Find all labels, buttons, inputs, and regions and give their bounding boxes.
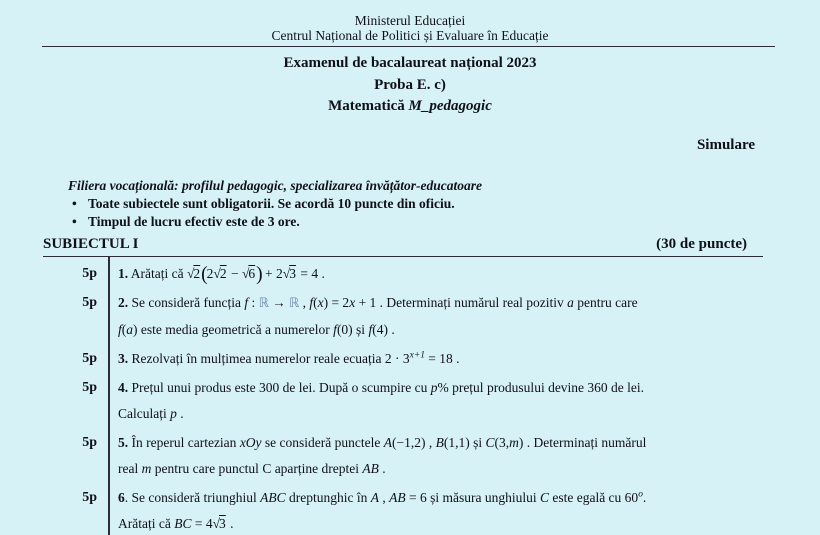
problems-table xyxy=(43,256,763,535)
radical-sign: √ xyxy=(212,516,220,531)
sqrt-expression xyxy=(213,516,227,531)
text-run: pentru care punctul C aparține dreptei xyxy=(151,461,363,476)
problem-text xyxy=(108,346,460,372)
problem-row xyxy=(43,261,763,287)
text-run: → xyxy=(268,295,290,310)
text-run: (4) . xyxy=(372,322,395,337)
problem-text xyxy=(108,430,646,482)
subject-name-text: Matematică xyxy=(328,98,409,114)
subject-name-variant: M_pedagogic xyxy=(408,98,492,114)
radicand: 3 xyxy=(289,266,296,281)
points-label: 5p xyxy=(82,380,97,395)
radical-sign: √ xyxy=(186,266,194,281)
bullet-icon: • xyxy=(72,196,77,211)
text-run: − xyxy=(227,266,242,281)
text-run: se consideră punctele xyxy=(261,435,384,450)
text-run: % prețul produsului devine 360 de lei. xyxy=(437,380,645,395)
text-run: Arătați că xyxy=(128,266,187,281)
math-variable: p xyxy=(430,380,438,395)
title-block xyxy=(0,47,820,115)
bold-text: 2. xyxy=(118,295,129,310)
subject-header xyxy=(43,235,763,256)
math-variable: ABC xyxy=(260,490,286,505)
points-label: 5p xyxy=(82,351,97,366)
math-variable: BC xyxy=(174,516,192,531)
filiera-line: Filiera vocațională: profilul pedagogic, specializarea învățător-educatoare xyxy=(68,178,482,193)
problem-text xyxy=(108,485,646,535)
math-variable: B xyxy=(435,435,444,450)
text-run: ) = 2 xyxy=(323,295,350,310)
problem-text xyxy=(108,290,638,343)
bold-text: 6 xyxy=(118,490,125,505)
problem-text xyxy=(108,261,325,287)
math-variable: f xyxy=(368,322,373,337)
text-run: (−1,2) , xyxy=(392,435,436,450)
bullet-text: Timpul de lucru efectiv este de 3 ore. xyxy=(88,214,300,229)
superscript: x+1 xyxy=(409,350,425,361)
text-run: ) este media geometrică a numerelor xyxy=(133,322,334,337)
problem-line xyxy=(118,511,646,535)
superscript: o xyxy=(638,489,643,500)
center-line: Centrul Național de Politici și Evaluare în Educație xyxy=(271,28,549,43)
text-run: . xyxy=(378,461,386,476)
problem-row xyxy=(43,485,763,535)
problem-row xyxy=(43,430,763,482)
math-variable: C xyxy=(539,490,549,505)
bullet-text: Toate subiectele sunt obligatorii. Se acordă 10 puncte din oficiu. xyxy=(88,196,455,211)
text-run: (1,1) și xyxy=(443,435,486,450)
text-run: pentru care xyxy=(573,295,638,310)
problem-line xyxy=(118,261,325,287)
text-run: = 6 și măsura unghiului xyxy=(405,490,540,505)
text-run: În reperul cartezian xyxy=(128,435,240,450)
text-run: Se consideră funcția xyxy=(128,295,245,310)
real-numbers-symbol: ℝ xyxy=(289,296,300,311)
text-run: + 2 xyxy=(261,266,283,281)
text-run: 2 xyxy=(206,266,214,281)
text-run: Rezolvați în mulțimea numerelor reale ecuația 2 · 3 xyxy=(128,351,410,366)
problem-line xyxy=(118,401,644,427)
math-variable: m xyxy=(141,461,152,476)
radical-sign: √ xyxy=(241,266,249,281)
info-block xyxy=(68,178,765,230)
document-header xyxy=(0,0,820,43)
proba-title: Proba E. c) xyxy=(374,77,446,93)
text-run: ( xyxy=(313,295,318,310)
subject-title: SUBIECTUL I xyxy=(43,236,139,252)
problem-line xyxy=(118,485,646,511)
problem-row xyxy=(43,290,763,343)
subject-points: (30 de puncte) xyxy=(656,236,747,252)
text-run: = 4 . xyxy=(296,266,325,281)
problem-line xyxy=(118,317,638,343)
bullet-item xyxy=(68,214,765,230)
points-label: 5p xyxy=(82,435,97,450)
math-variable: m xyxy=(509,435,519,450)
bullet-item xyxy=(68,196,765,212)
problem-line xyxy=(118,430,646,456)
text-run: Prețul unui produs este 300 de lei. După o scumpire cu xyxy=(128,380,431,395)
math-variable: f xyxy=(118,322,122,337)
problem-line xyxy=(118,375,644,401)
subject-name xyxy=(0,98,820,115)
math-variable: a xyxy=(567,295,574,310)
big-paren: ( xyxy=(201,263,207,285)
text-run: . Se consideră triunghiul xyxy=(124,490,261,505)
math-variable: f xyxy=(244,295,249,310)
text-run: real xyxy=(118,461,142,476)
text-run: (0) și xyxy=(336,322,369,337)
text-run: . xyxy=(176,406,184,421)
points-label: 5p xyxy=(82,266,97,281)
text-run: ) . Determinați numărul xyxy=(518,435,647,450)
math-variable: a xyxy=(126,322,134,337)
bold-text: 4. xyxy=(118,380,129,395)
text-run: = 4 xyxy=(191,516,213,531)
points-label: 5p xyxy=(82,295,97,310)
bold-text: 5. xyxy=(118,435,129,450)
text-run: ( xyxy=(121,322,127,337)
math-variable: A xyxy=(370,490,379,505)
math-variable: x xyxy=(349,295,356,310)
bullet-icon: • xyxy=(72,214,77,229)
text-run: (3, xyxy=(494,435,510,450)
text-run: = 18 . xyxy=(424,351,460,366)
math-variable: f xyxy=(309,295,314,310)
math-variable: AB xyxy=(362,461,379,476)
math-variable: A xyxy=(383,435,392,450)
problem-line xyxy=(118,456,646,482)
sqrt-expression xyxy=(283,266,297,281)
radical-sign: √ xyxy=(282,266,290,281)
text-run: Calculați xyxy=(118,406,171,421)
bold-text: 1. xyxy=(118,266,129,281)
math-variable: p xyxy=(170,406,177,421)
problem-text xyxy=(108,375,644,427)
bold-text: 3. xyxy=(118,351,129,366)
sqrt-expression xyxy=(242,266,256,281)
text-run: Arătați că xyxy=(118,516,175,531)
text-run: . xyxy=(226,516,234,531)
math-variable: AB xyxy=(389,490,406,505)
sqrt-expression xyxy=(213,266,227,281)
math-variable: xOy xyxy=(239,435,262,450)
real-numbers-symbol: ℝ xyxy=(258,296,269,311)
problem-line xyxy=(118,346,460,372)
problems-list xyxy=(43,261,763,535)
math-variable: x xyxy=(317,295,324,310)
text-run: + 1 . Determinați numărul real pozitiv xyxy=(355,295,568,310)
radicand: 2 xyxy=(219,266,227,281)
ministry-line: Ministerul Educației xyxy=(354,13,466,28)
points-label: 5p xyxy=(82,490,97,505)
exam-title: Examenul de bacalaureat național 2023 xyxy=(283,55,537,71)
text-run: : xyxy=(248,295,259,310)
radicand: 3 xyxy=(219,516,226,531)
text-run: dreptunghic în xyxy=(285,490,371,505)
text-run: , xyxy=(299,295,310,310)
big-paren: ) xyxy=(256,263,262,285)
text-run: este egală cu 60 xyxy=(548,490,639,505)
problem-row xyxy=(43,346,763,372)
radicand: 2 xyxy=(193,266,201,281)
simulare-label: Simulare xyxy=(696,137,755,153)
math-variable: C xyxy=(485,435,495,450)
sqrt-expression xyxy=(187,266,201,281)
radical-sign: √ xyxy=(213,266,220,281)
text-run: , xyxy=(378,490,390,505)
math-variable: f xyxy=(333,322,337,337)
problem-row xyxy=(43,375,763,427)
radicand: 6 xyxy=(248,266,256,281)
text-run: . xyxy=(642,490,647,505)
problem-line xyxy=(118,290,638,317)
